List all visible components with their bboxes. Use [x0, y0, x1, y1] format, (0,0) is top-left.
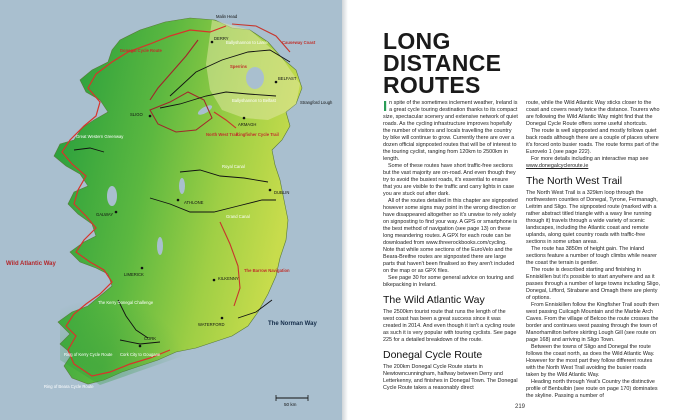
paragraph-nwt-2: The route has 3850m of height gain. The inland sections feature a number of tough climbs while nearer the coast the terrain is gentler.: [526, 246, 657, 266]
kilkenny-marker: [213, 279, 216, 282]
north-west-trail-label: North West Trail: [206, 132, 239, 137]
paragraph-nwt-3: The route is described starting and finishing in Enniskillen but it's possible to start anywhere and as it passes through a number of large towns including Sligo, Donegal, Lifford, Strabane and Omagh there are plenty of options.: [526, 267, 660, 301]
derry-town-label: DERRY: [214, 36, 229, 41]
belfast-marker: [275, 81, 278, 84]
limerick-marker: [141, 267, 144, 270]
grand-canal-label: Grand Canal: [226, 214, 250, 219]
paragraph-nwt-6: Heading north through Yeat's Country the distinctive profile of Benbulbin (see route on page 170) dominates the skyline. Passing a number of: [526, 379, 658, 399]
page-number: 219: [515, 404, 526, 410]
paragraph-nwt-1: The North West Trail is a 329km loop through the northwestern counties of Donegal, Tyrone, Fermanagh, Leitrim and Sligo. The signposted route (marked with a rather abstract titled triangle with a wavy line running through it) travels through a wide variety of scenic landscapes, including the Atlantic coast and remote uplands, along quiet country roads with traffic-free sections in some urban areas.: [526, 190, 658, 245]
sligo-marker: [149, 115, 152, 118]
athlone-marker: [177, 199, 180, 202]
norman-way-label: The Norman Way: [268, 321, 317, 327]
galway-marker: [115, 211, 118, 214]
strangford-lough-label: Strangford Lough: [300, 100, 333, 105]
paragraph-see-page: See page 30 for some general advice on touring and bikepacking in Ireland.: [383, 275, 514, 288]
heading-donegal-cycle-route: Donegal Cycle Route: [383, 349, 483, 361]
scale-label: 50 km: [284, 402, 297, 407]
lough-corrib: [107, 186, 117, 206]
paragraph-signposting: All of the routes detailed in this chapter are signposted however some signs may point in the wrong direction or have disappeared altogether so it's unwise to rely solely on signposting to find your way. A GPS or smartphone is the best method of navigation (see page 13) on these long meandering routes. A GPX for each route can be downloaded from www.threerockbooks.com/cycling. Note that while some sections of the EuroVelo and the Beara-Breifne routes are signposted there are large parts that haven't been finalised so they aren't included on the map or as GPX files.: [383, 198, 518, 274]
armagh-marker: [243, 117, 246, 120]
galway-town-label: GALWAY: [96, 212, 114, 217]
wild-atlantic-way-label: Wild Atlantic Way: [6, 261, 56, 267]
kerry-challenge-label: The Kerry Donegal Challenge: [98, 300, 154, 305]
cork-town-label: CORK: [144, 336, 157, 341]
beara-label: Ring of Beara Cycle Route: [44, 384, 94, 389]
the-barrow-navigation-label: The Barrow Navigation: [244, 268, 290, 273]
waterford-marker: [221, 317, 224, 320]
paragraph-nwt-4: From Enniskillen follow the Kingfisher Trail south then west passing Cuilcagh Mountain and the Marble Arch Caves. From the village of Belcoo the route crosses the border and continues west passing through the town of Manorhamilton before skirting Lough Gill (see route on page 168) and arriving in Sligo Town.: [526, 302, 659, 343]
paragraph-nwt-5: Between the towns of Sligo and Donegal the route follows the coast north, as does the Wild Atlantic Way. However for the most part they follow different routes with the North West Trail avoiding the busier roads taken by the Wild Atlantic Way.: [526, 344, 655, 378]
paragraph-wild-atlantic-way: The 2500km tourist route that runs the length of the west coast has been a great success since it was created in 2014. And even though it isn't a cycling route as such it is very popular with touring cyclists. See page 225 for a detailed breakdown of the route.: [383, 309, 517, 343]
chapter-title: LONG DISTANCE ROUTES: [383, 28, 502, 98]
map-scale-bar: [276, 395, 308, 401]
paragraph-donegal-cont: route, while the Wild Atlantic Way sticks closer to the coast and covers nearly twice the distance. Tourers who are following the Wild Atlantic Way might find that the Donegal Cycle Route offers some useful shortcuts.: [526, 100, 660, 127]
kingfisher-trail-label: Kingfisher Cycle Trail: [236, 132, 279, 137]
waterford-town-label: WATERFORD: [198, 322, 225, 327]
causeway-coast-label: Causeway Coast: [282, 40, 316, 45]
belfast-town-label: BELFAST: [278, 76, 297, 81]
cork-gougane-label: Cork City to Gougane: [120, 352, 161, 357]
dublin-marker: [269, 189, 272, 192]
paragraph-donegal-signposting: The route is well signposted and mostly follows quiet back roads although there are a couple of places where it's forced onto busier roads. The route forms part of the Eurovelo 1 (see page 222).: [526, 128, 659, 155]
donegal-route-link[interactable]: www.donegalcycleroute.ie: [526, 163, 589, 169]
sperrins-label: Sperrins: [230, 64, 247, 69]
text-column-right: [526, 100, 661, 400]
great-western-greenway-label: Great Western Greenway: [76, 134, 124, 139]
donegal-cycle-route-label: Donegal Cycle Route: [120, 48, 162, 53]
dublin-town-label: DUBLIN: [274, 190, 290, 195]
ballyshannon-belfast-label: Ballyshannon to Belfast: [232, 98, 276, 103]
athlone-town-label: ATHLONE: [184, 200, 204, 205]
lough-ree: [179, 178, 185, 194]
malin-head-label: Malin Head: [216, 14, 238, 19]
limerick-town-label: LIMERICK: [124, 272, 144, 277]
cork-marker: [139, 345, 142, 348]
drop-cap: I: [383, 98, 388, 115]
heading-wild-atlantic-way: The Wild Atlantic Way: [383, 294, 485, 306]
lough-derg: [157, 237, 163, 255]
royal-canal-label: Royal Canal: [222, 164, 245, 169]
ballyshannon-larne-label: Ballyshannon to Larne: [226, 40, 268, 45]
paragraph-donegal-details: For more details including an interactive map see www.donegalcycleroute.ie: [526, 156, 649, 169]
intro-paragraph: In spite of the sometimes inclement weather, Ireland is a great cycle touring destination thanks to its compact size, spectacular scenery and extensive network of quiet roads. As the cycling infrastructure improves hopefully the number of visitors and locals travelling the country by bike will continue to grow. Currently there are over a dozen official signposted routes that will be of interest to the touring cyclist, ranging from 120km to 2500km in length.: [383, 98, 518, 162]
heading-north-west-trail: The North West Trail: [526, 175, 623, 187]
sligo-town-label: SLIGO: [130, 112, 143, 117]
paragraph-traffic: Some of these routes have short traffic-free sections but the vast majority are on-road. And even though they try to avoid the busiest roads, it's essential to ensure that you are visible to the traffic and carry lights in case you are stuck out after dark.: [383, 163, 516, 197]
kilkenny-town-label: KILKENNY: [218, 276, 239, 281]
armagh-town-label: ARMAGH: [238, 122, 257, 127]
text-column-left: [383, 100, 518, 392]
kerry-way-label: Ring of Kerry Cycle Route: [64, 352, 113, 357]
lough-neagh: [246, 67, 264, 89]
paragraph-donegal: The 200km Donegal Cycle Route starts in Newtowncunningham, halfway between Derry and Letterkenny, and finishes in Donegal Town. The Donegal Cycle Route takes a reasonably direct: [383, 364, 518, 391]
derry-marker: [211, 41, 214, 44]
